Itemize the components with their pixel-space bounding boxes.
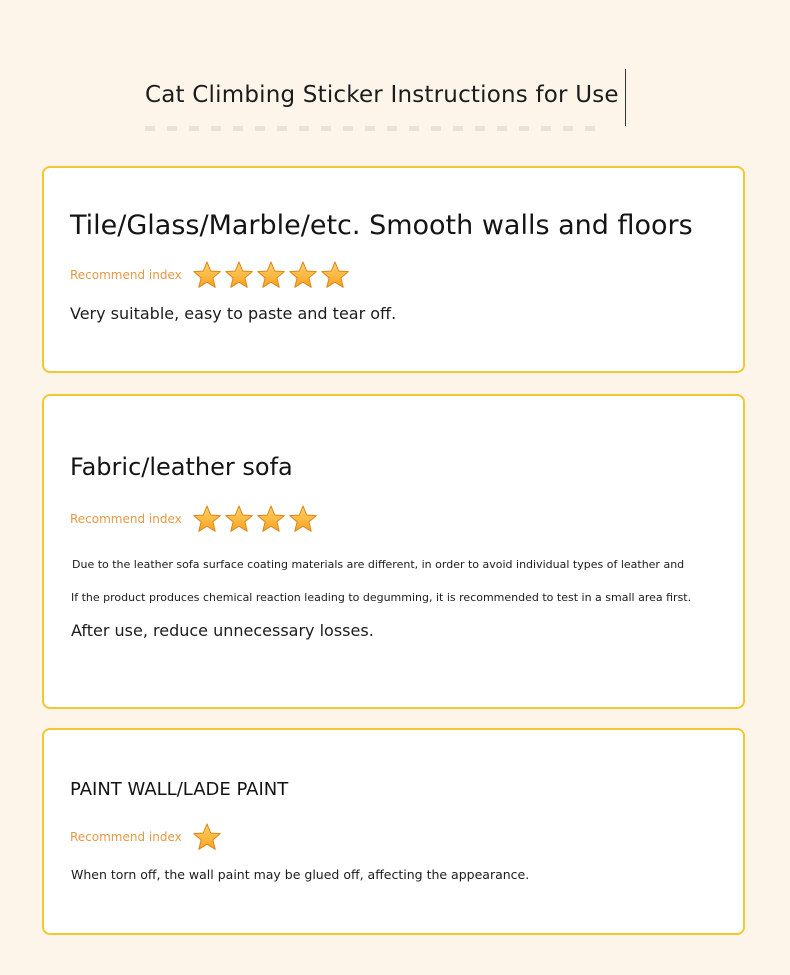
card-heading: Fabric/leather sofa: [70, 453, 293, 481]
card-sofa: [42, 394, 745, 709]
rating-label: Recommend index: [70, 830, 182, 844]
rating-label: Recommend index: [70, 512, 182, 526]
star-icon: [192, 822, 222, 852]
rating-row: [70, 504, 320, 534]
title-divider: [625, 69, 626, 126]
star-icon: [224, 260, 254, 290]
star-icon: [288, 504, 318, 534]
card-note: If the product produces chemical reaction leading to degumming, it is recommended to test in a small area first.: [71, 591, 692, 604]
card-description: When torn off, the wall paint may be glued off, affecting the appearance.: [71, 867, 530, 882]
rating-row: [70, 822, 224, 852]
page-title: Cat Climbing Sticker Instructions for Use: [145, 82, 619, 108]
star-rating: [192, 260, 352, 290]
rating-label: Recommend index: [70, 268, 182, 282]
star-rating: [192, 822, 224, 852]
star-icon: [288, 260, 318, 290]
card-heading: Tile/Glass/Marble/etc. Smooth walls and floors: [70, 210, 693, 241]
card-heading: PAINT WALL/LADE PAINT: [70, 779, 289, 800]
star-icon: [256, 260, 286, 290]
star-rating: [192, 504, 320, 534]
star-icon: [256, 504, 286, 534]
card-description: Very suitable, easy to paste and tear off.: [70, 304, 397, 323]
star-icon: [224, 504, 254, 534]
title-underline-decoration: [145, 126, 595, 131]
star-icon: [192, 260, 222, 290]
card-note: Due to the leather sofa surface coating materials are different, in order to avoid individual types of leather and: [72, 558, 685, 571]
card-description: After use, reduce unnecessary losses.: [71, 621, 374, 640]
card-smooth-surfaces: [42, 166, 745, 373]
rating-row: [70, 260, 352, 290]
star-icon: [320, 260, 350, 290]
star-icon: [192, 504, 222, 534]
card-paint-wall: [42, 728, 745, 935]
